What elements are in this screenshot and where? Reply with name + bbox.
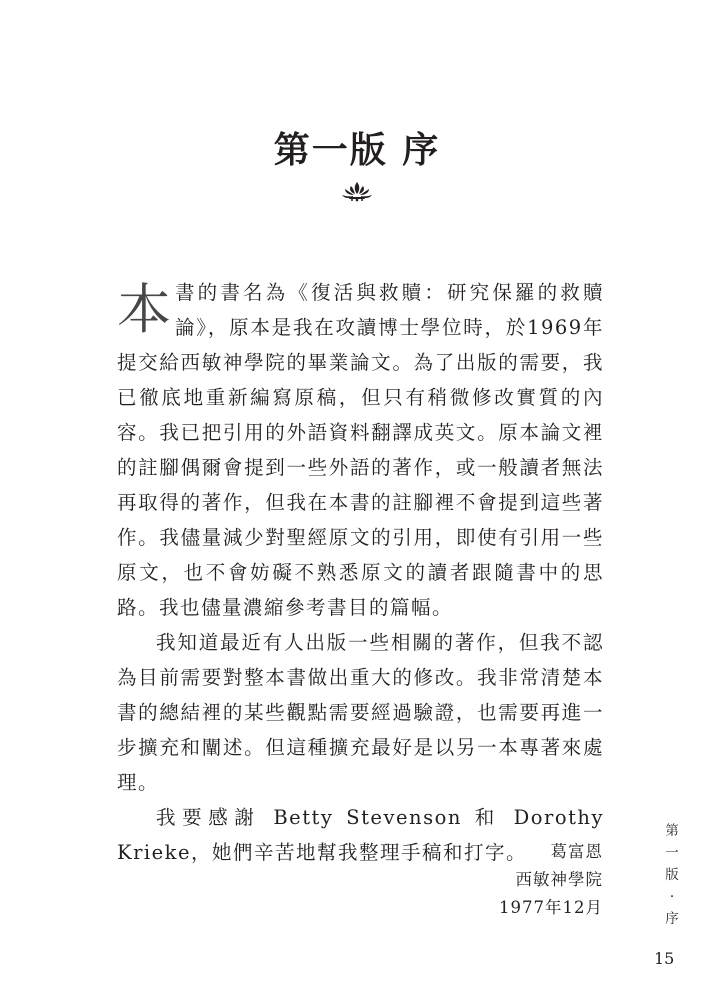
preface-body — [117, 275, 604, 870]
signature-date: 1977年12月 — [499, 898, 603, 917]
author-name: 葛富恩 — [550, 842, 603, 861]
drop-cap: 本 — [117, 278, 173, 341]
side-label-char: 序 — [665, 911, 679, 927]
institution: 西敏神學院 — [515, 870, 603, 889]
running-section-label — [664, 820, 680, 930]
page-title: 第一版 序 — [273, 129, 441, 171]
lotus-ornament-icon — [340, 180, 374, 202]
paragraph-1 — [117, 275, 604, 625]
paragraph-3: 我要感謝 Betty Stevenson 和 Dorothy Krieke，她們辛苦地幫我整理手稿和打字。 — [117, 806, 604, 864]
page-number: 15 — [654, 949, 675, 968]
side-label-char: 版 — [665, 867, 679, 883]
paragraph-1-text: 書的書名為《復活與救贖：研究保羅的救贖論》，原本是我在攻讀博士學位時，於1969年提交給西敏神學院的畢業論文。為了出版的需要，我已徹底地重新編寫原稿，但只有稍微修改實質的內容。我已把引用的外語資料翻譯成英文。原本論文裡的註腳偶爾會提到一些外語的著作，或一般讀者無法再取得的著作，但我在本書的註腳裡不會提到這些著作。我儘量減少對聖經原文的引用，即使有引用一些原文，也不會妨礙不熟悉原文的讀者跟隨書中的思路。我也儘量濃縮參考書目的篇幅。 — [117, 281, 604, 619]
side-label-char: 第 — [665, 823, 679, 839]
side-label-char: · — [669, 889, 675, 905]
paragraph-2: 我知道最近有人出版一些相關的著作，但我不認為目前需要對整本書做出重大的修改。我非常清楚本書的總結裡的某些觀點需要經過驗證，也需要再進一步擴充和闡述。但這種擴充最好是以另一本專著來處理。 — [117, 631, 604, 794]
side-label-char: 一 — [665, 845, 679, 861]
signature-block — [499, 838, 603, 922]
